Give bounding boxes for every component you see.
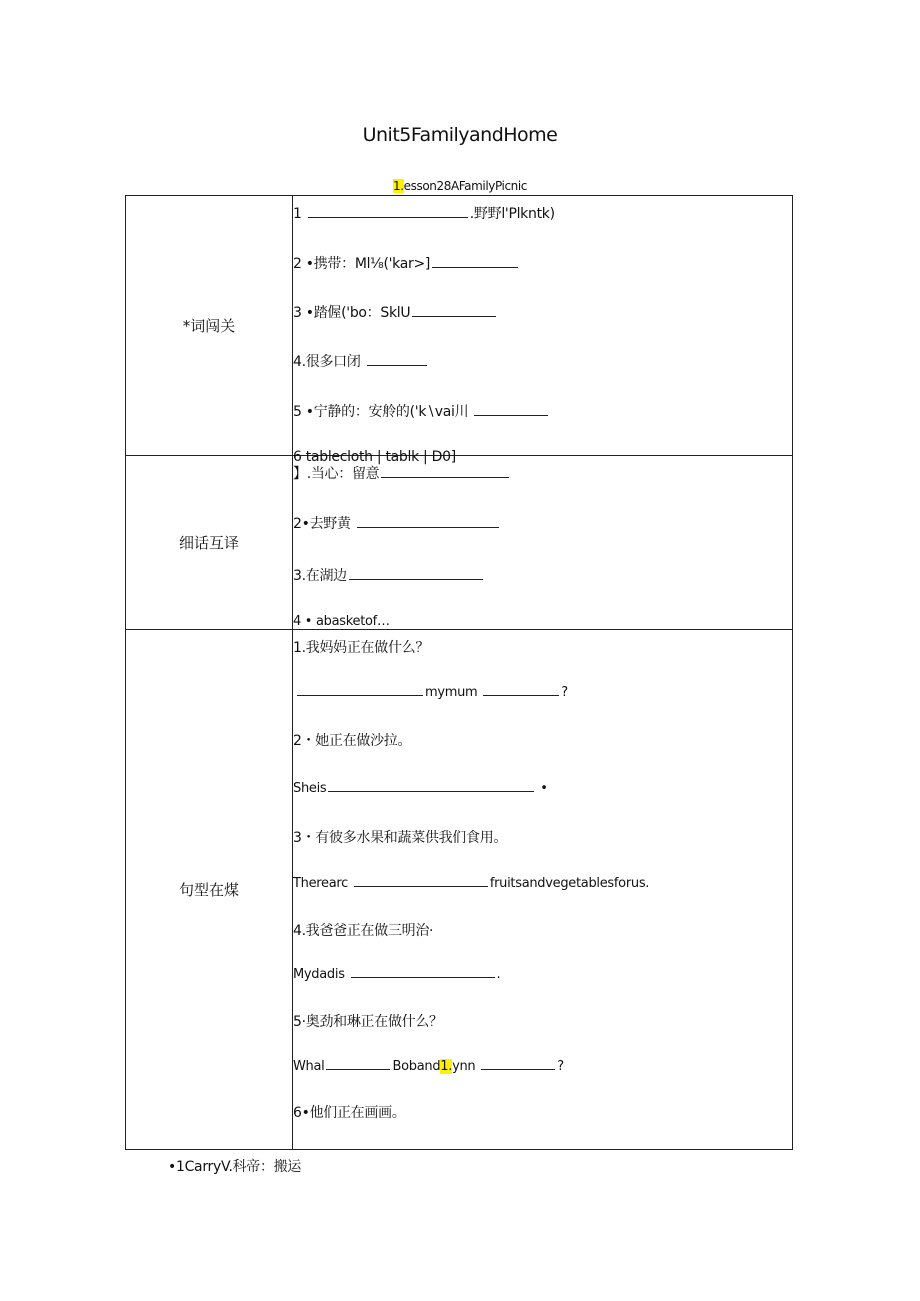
vocab-item-1: 1 .野野l'Plkntk): [293, 206, 555, 222]
sentence-answer-4: Mydadis .: [293, 964, 500, 982]
phrases-row: [126, 456, 793, 630]
vocab-item-4: 4.很多口闭: [293, 351, 429, 371]
vocab-row: [126, 196, 793, 456]
sentence-prompt-4: 4.我爸爸正在做三明治·: [293, 923, 434, 939]
phrase-item-3: 3.在湖边: [293, 565, 485, 585]
answer-blank[interactable]: [328, 778, 534, 792]
answer-blank[interactable]: [481, 1056, 555, 1070]
sentences-label: 句型在煤: [126, 630, 293, 1150]
vocab-item-5: 5 •宁静的：安舲的('k∖vai川: [293, 401, 550, 421]
vocab-item-2: 2 •携带：Ml⅛('kar>]: [293, 253, 520, 273]
sentence-answer-2: Sheis •: [293, 778, 548, 796]
sentence-answer-3: Therearc fruitsandvegetablesforus.: [293, 873, 649, 891]
sentence-prompt-6: 6•他们正在画画。: [293, 1105, 406, 1121]
answer-blank[interactable]: [483, 682, 559, 696]
sentence-prompt-3: 3・有彼多水果和蔬菜供我们食用。: [293, 830, 508, 846]
sentence-answer-1: mymum ?: [293, 682, 568, 700]
answer-blank[interactable]: [351, 964, 495, 978]
answer-blank[interactable]: [349, 566, 483, 580]
answer-blank[interactable]: [326, 1056, 390, 1070]
answer-blank[interactable]: [308, 204, 468, 218]
answer-blank[interactable]: [297, 682, 423, 696]
sentences-row: [126, 630, 793, 1150]
phrase-item-2: 2•去野黄: [293, 513, 501, 533]
answer-blank[interactable]: [381, 464, 509, 478]
answer-blank[interactable]: [357, 514, 499, 528]
highlighted-text: 1.: [392, 179, 404, 193]
sentence-prompt-5: 5·奥劲和琳正在做什么？: [293, 1014, 443, 1030]
vocab-item-6: 6 tablecloth | tablk | D0]: [293, 449, 456, 465]
phrases-label: 细话互译: [126, 456, 293, 630]
vocab-item-3: 3 •踏偓('bo：SklU: [293, 302, 498, 322]
phrase-item-4: 4 • abasketof…: [293, 614, 390, 629]
sentence-prompt-1: 1.我妈妈正在做什么？: [293, 640, 430, 656]
vocab-content: [293, 196, 793, 465]
sentence-prompt-2: 2・她正在做沙拉。: [293, 733, 412, 749]
answer-blank[interactable]: [367, 352, 427, 366]
highlighted-text: 1.: [440, 1059, 453, 1074]
sentence-answer-5: Whal Boband1.ynn ?: [293, 1056, 564, 1074]
answer-blank[interactable]: [474, 402, 548, 416]
answer-blank[interactable]: [432, 254, 518, 268]
answer-blank[interactable]: [412, 303, 496, 317]
page-title: Unit5FamilyandHome: [362, 124, 558, 146]
phrases-content: [293, 456, 793, 630]
answer-blank[interactable]: [354, 873, 488, 887]
vocab-label: *词闯关: [126, 196, 293, 456]
lesson-subtitle: [0, 179, 920, 193]
sentences-content: [293, 630, 793, 1150]
footnote: •1CarryV.科帝：搬运: [168, 1159, 302, 1175]
phrase-item-1: 】.当心：留意: [293, 463, 511, 483]
subtitle-text: esson28AFamilyPicnic: [403, 179, 528, 193]
worksheet-table: [125, 195, 793, 1150]
